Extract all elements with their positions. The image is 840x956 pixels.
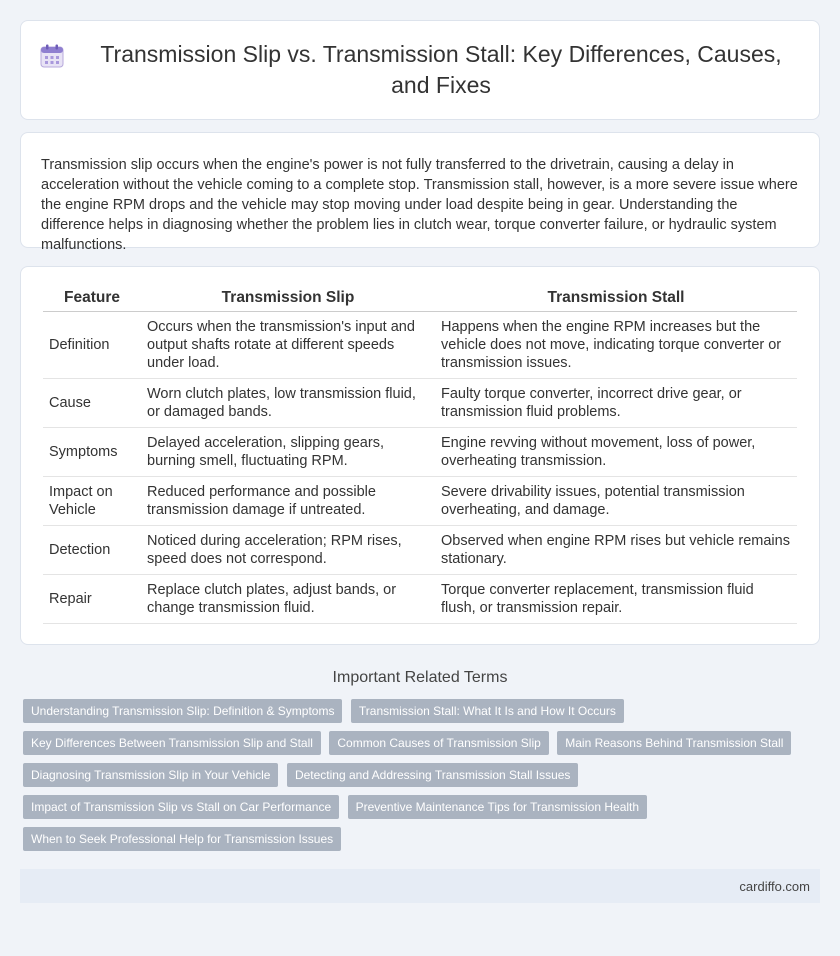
table-row — [43, 379, 797, 428]
footer — [20, 869, 820, 903]
related-term-tag[interactable]: Detecting and Addressing Transmission Stall Issues — [287, 763, 578, 787]
comparison-table — [43, 285, 797, 624]
row-slip: Occurs when the transmission's input and output shafts rotate at different speeds under load. — [141, 312, 435, 379]
related-term-tag[interactable]: Impact of Transmission Slip vs Stall on Car Performance — [23, 795, 339, 819]
row-feature: Cause — [43, 379, 141, 428]
header-feature: Feature — [43, 285, 141, 312]
related-term-tag[interactable]: Key Differences Between Transmission Slip and Stall — [23, 731, 321, 755]
related-term-tag[interactable]: Main Reasons Behind Transmission Stall — [557, 731, 791, 755]
page-title: Transmission Slip vs. Transmission Stall: Key Differences, Causes, and Fixes — [100, 41, 782, 98]
row-feature: Detection — [43, 526, 141, 575]
table-row — [43, 312, 797, 379]
row-slip: Worn clutch plates, low transmission fluid, or damaged bands. — [141, 379, 435, 428]
row-slip: Replace clutch plates, adjust bands, or change transmission fluid. — [141, 575, 435, 624]
header-stall: Transmission Stall — [435, 285, 797, 312]
table-header-row — [43, 285, 797, 312]
table-row — [43, 526, 797, 575]
row-feature: Repair — [43, 575, 141, 624]
row-stall: Happens when the engine RPM increases but the vehicle does not move, indicating torque converter or transmission issues. — [435, 312, 797, 379]
table-row — [43, 428, 797, 477]
related-term-tag[interactable]: Preventive Maintenance Tips for Transmission Health — [348, 795, 647, 819]
row-slip: Reduced performance and possible transmission damage if untreated. — [141, 477, 435, 526]
row-slip: Delayed acceleration, slipping gears, burning smell, fluctuating RPM. — [141, 428, 435, 477]
related-terms-title: Important Related Terms — [332, 669, 508, 686]
row-feature: Definition — [43, 312, 141, 379]
intro-paragraph: Transmission slip occurs when the engine's power is not fully transferred to the drivetrain, causing a delay in acceleration without the vehicle coming to a complete stop. Transmission stall, however, is a more severe issue where the engine RPM drops and the vehicle may stop moving under load despite being in gear. Understanding the difference helps in diagnosing whether the problem lies in clutch wear, torque converter failure, or hydraulic system malfunctions. — [20, 132, 820, 248]
row-stall: Severe drivability issues, potential transmission overheating, and damage. — [435, 477, 797, 526]
related-term-tag[interactable]: Diagnosing Transmission Slip in Your Vehicle — [23, 763, 278, 787]
related-term-tag[interactable]: Transmission Stall: What It Is and How It Occurs — [351, 699, 624, 723]
row-stall: Observed when engine RPM rises but vehicle remains stationary. — [435, 526, 797, 575]
related-term-tag[interactable]: Understanding Transmission Slip: Definition & Symptoms — [23, 699, 342, 723]
footer-site-link[interactable]: cardiffo.com — [739, 878, 810, 894]
header-slip: Transmission Slip — [141, 285, 435, 312]
calendar-icon — [39, 43, 65, 69]
header-card — [20, 20, 820, 120]
row-slip: Noticed during acceleration; RPM rises, speed does not correspond. — [141, 526, 435, 575]
related-term-tag[interactable]: Common Causes of Transmission Slip — [329, 731, 548, 755]
comparison-table-card — [20, 266, 820, 645]
related-term-tag[interactable]: When to Seek Professional Help for Transmission Issues — [23, 827, 341, 851]
table-row — [43, 575, 797, 624]
row-feature: Symptoms — [43, 428, 141, 477]
row-feature: Impact on Vehicle — [43, 477, 141, 526]
row-stall: Engine revving without movement, loss of power, overheating transmission. — [435, 428, 797, 477]
related-terms-list — [23, 699, 820, 859]
row-stall: Torque converter replacement, transmission fluid flush, or transmission repair. — [435, 575, 797, 624]
table-row — [43, 477, 797, 526]
row-stall: Faulty torque converter, incorrect drive gear, or transmission fluid problems. — [435, 379, 797, 428]
